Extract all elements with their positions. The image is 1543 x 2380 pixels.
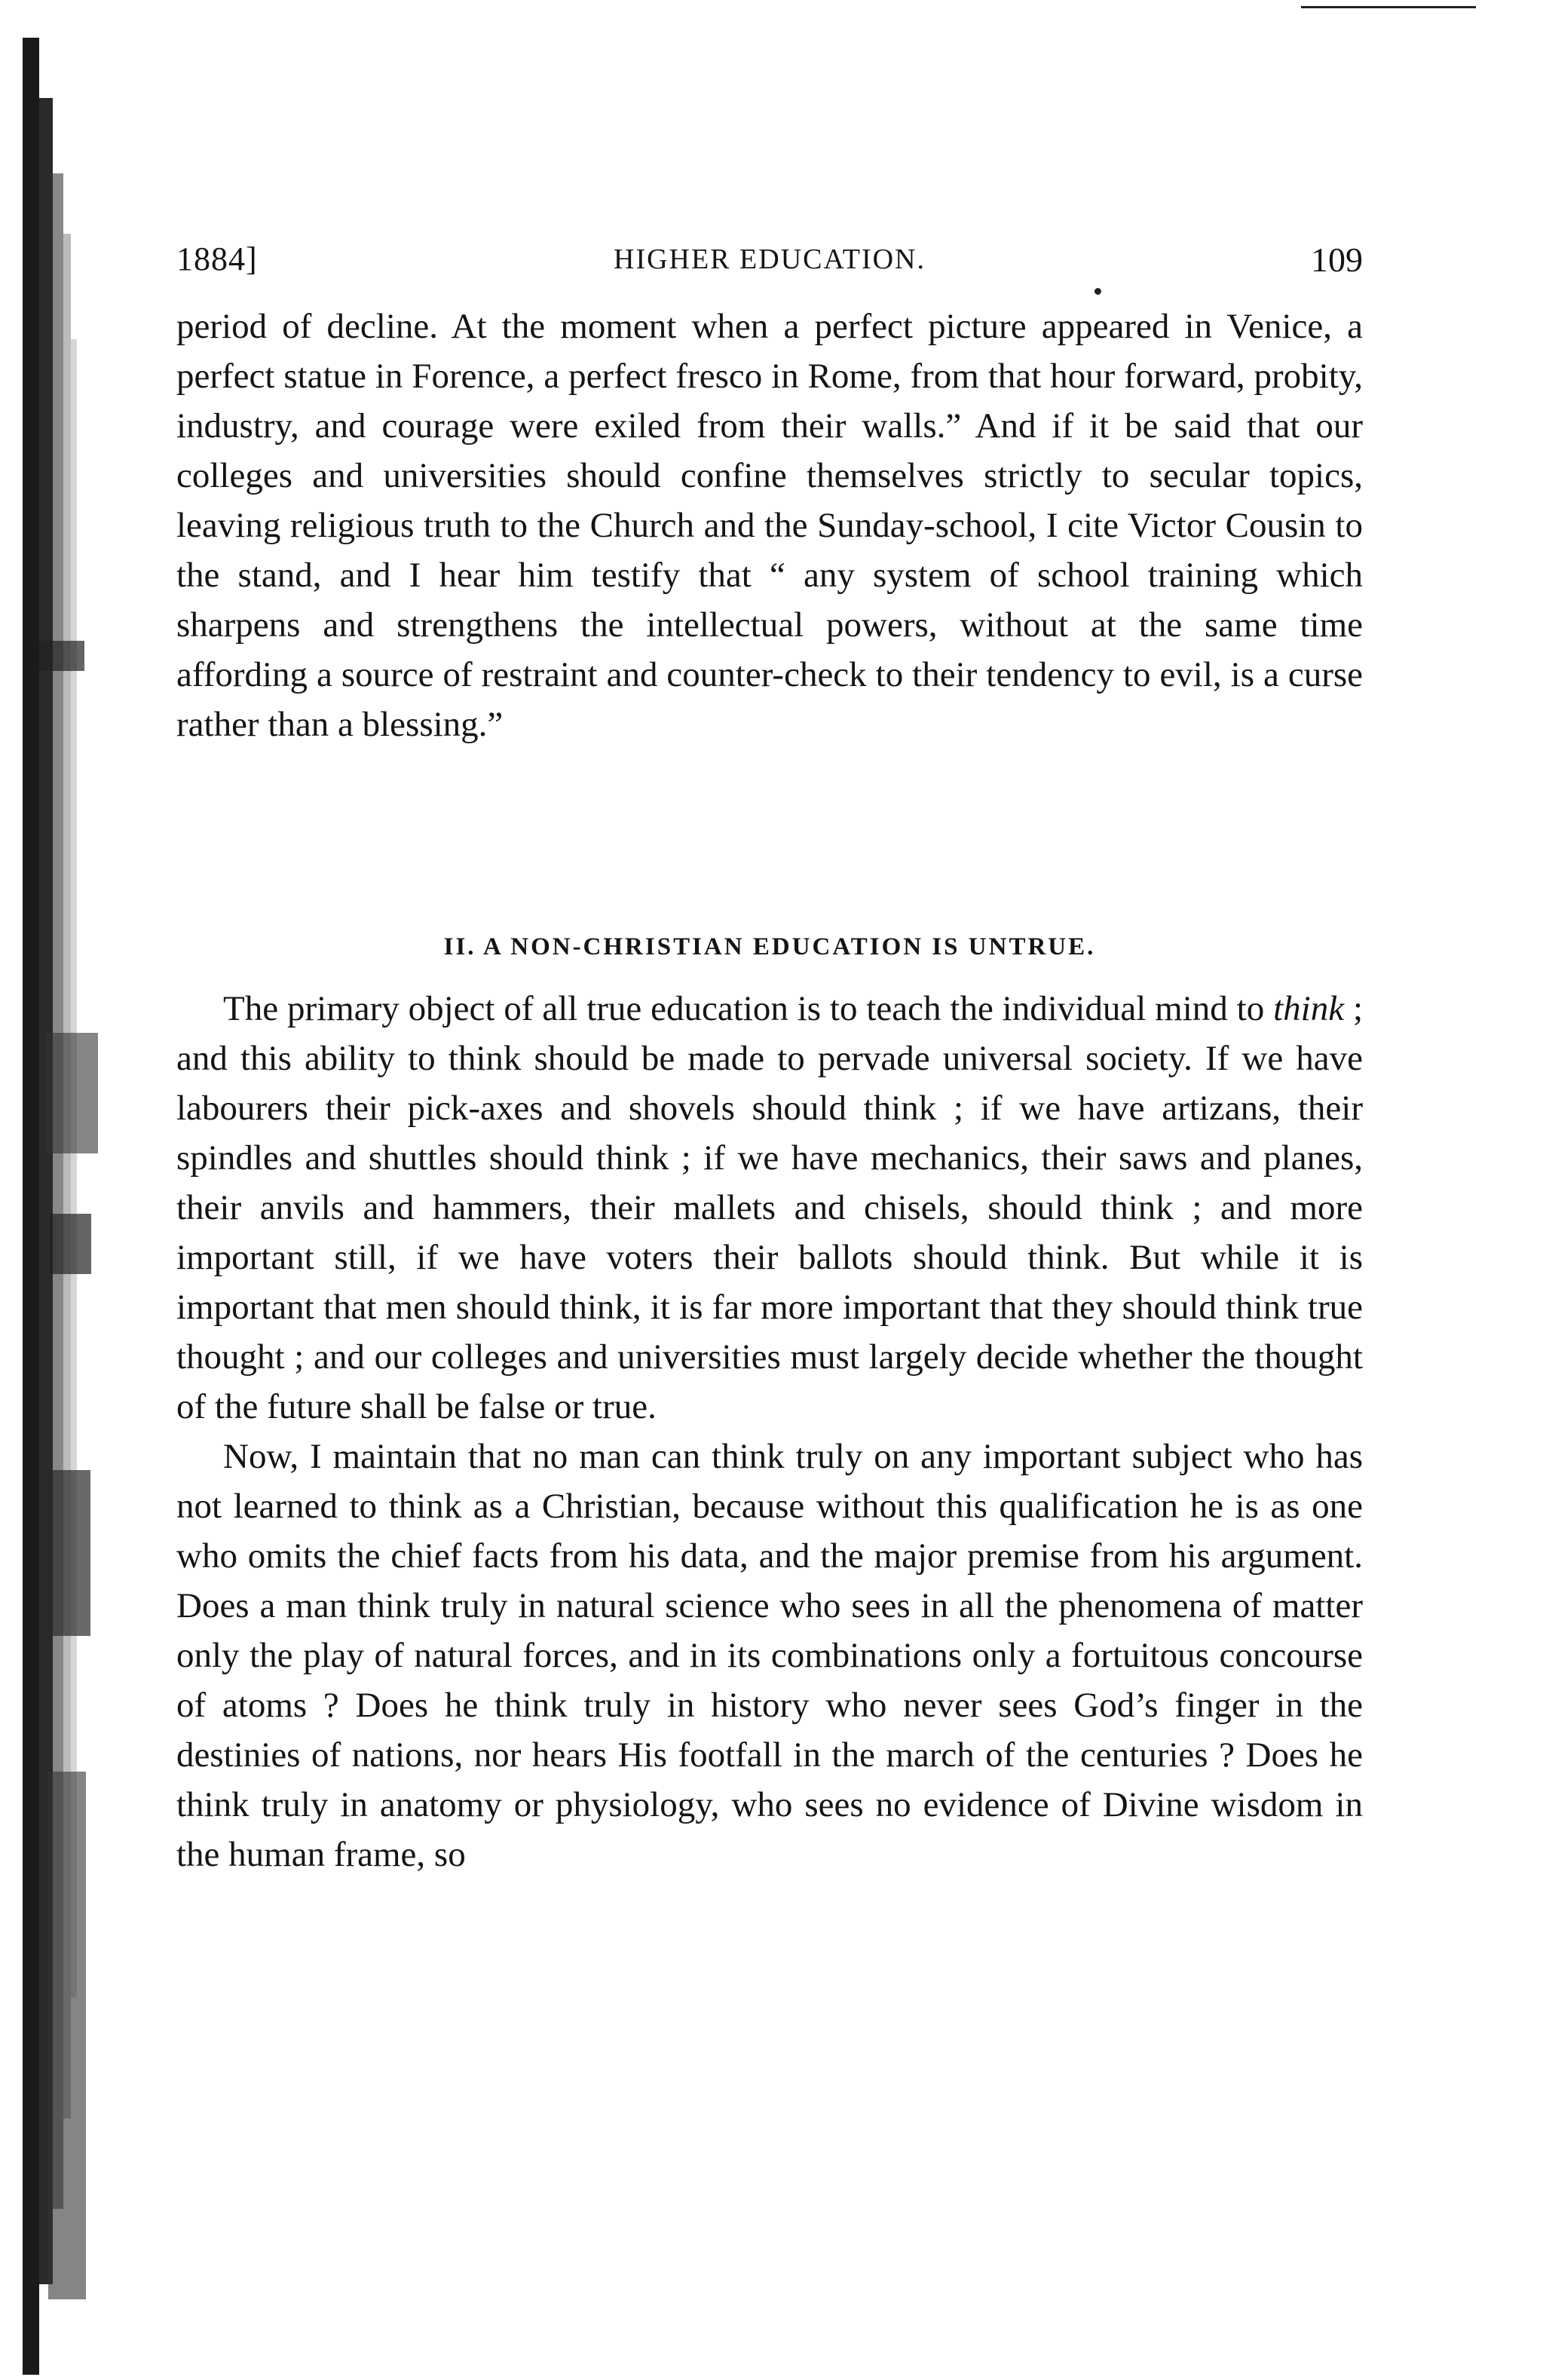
header-year: 1884]	[176, 240, 258, 277]
body-text-main	[176, 984, 1363, 1879]
body-text-top	[176, 302, 1363, 749]
header-dot-mark	[1094, 288, 1101, 295]
running-header	[176, 240, 1363, 285]
page-number: 109	[1311, 240, 1363, 279]
emphasized-word-think: think	[1273, 989, 1345, 1028]
running-title: HIGHER EDUCATION.	[614, 244, 926, 275]
scan-edge-shadow	[23, 38, 98, 2375]
paragraph-think-as-christian: Now, I maintain that no man can think truly on any important subject who has not learned to think as a Christian, because without this qualification he is as one who omits the chief facts from his data, and the major premise from his argument. Does a man think truly in natural science who sees in all the phenomena of matter only the play of natural forces, and in its combinations only a fortuitous concourse of atoms ? Does he think truly in history who never sees God’s finger in the destinies of nations, nor hears His footfall in the march of the centuries ? Does he think truly in anatomy or physiology, who sees no evidence of Divine wisdom in the human frame, so	[176, 1437, 1363, 1874]
section-heading: II. A NON-CHRISTIAN EDUCATION IS UNTRUE.	[443, 933, 1096, 960]
paragraph-education-think	[176, 984, 1363, 1432]
paragraph-2-part-2: ; and this ability to think should be made to pervade universal society. If we have labourers their pick-axes and shovels should think ; if we have artizans, their spindles and shuttles should think ; if we have mechanics, their saws and planes, their anvils and hammers, their mallets and chisels, should think ; and more important still, if we have voters their ballots should think. But while it is important that men should think, it is far more important that they should think true thought ; and our colleges and universities must largely decide whether the thought of the future shall be false or true.	[176, 989, 1363, 1426]
continuation-paragraph: period of decline. At the moment when a perfect picture appeared in Venice, a perfect statue in Forence, a perfect fresco in Rome, from that hour forward, probity, industry, and courage were exiled from their walls.” And if it be said that our colleges and universities should confine themselves strictly to secular topics, leaving religious truth to the Church and the Sunday-school, I cite Victor Cousin to the stand, and I hear him testify that “ any system of school training which sharpens and strengthens the intellectual powers, without at the same time affording a source of restraint and counter-check to their tendency to evil, is a curse rather than a blessing.”	[176, 307, 1363, 744]
top-rule	[1301, 6, 1476, 8]
paragraph-2-part-1: The primary object of all true education is to teach the individual mind to	[223, 989, 1274, 1028]
